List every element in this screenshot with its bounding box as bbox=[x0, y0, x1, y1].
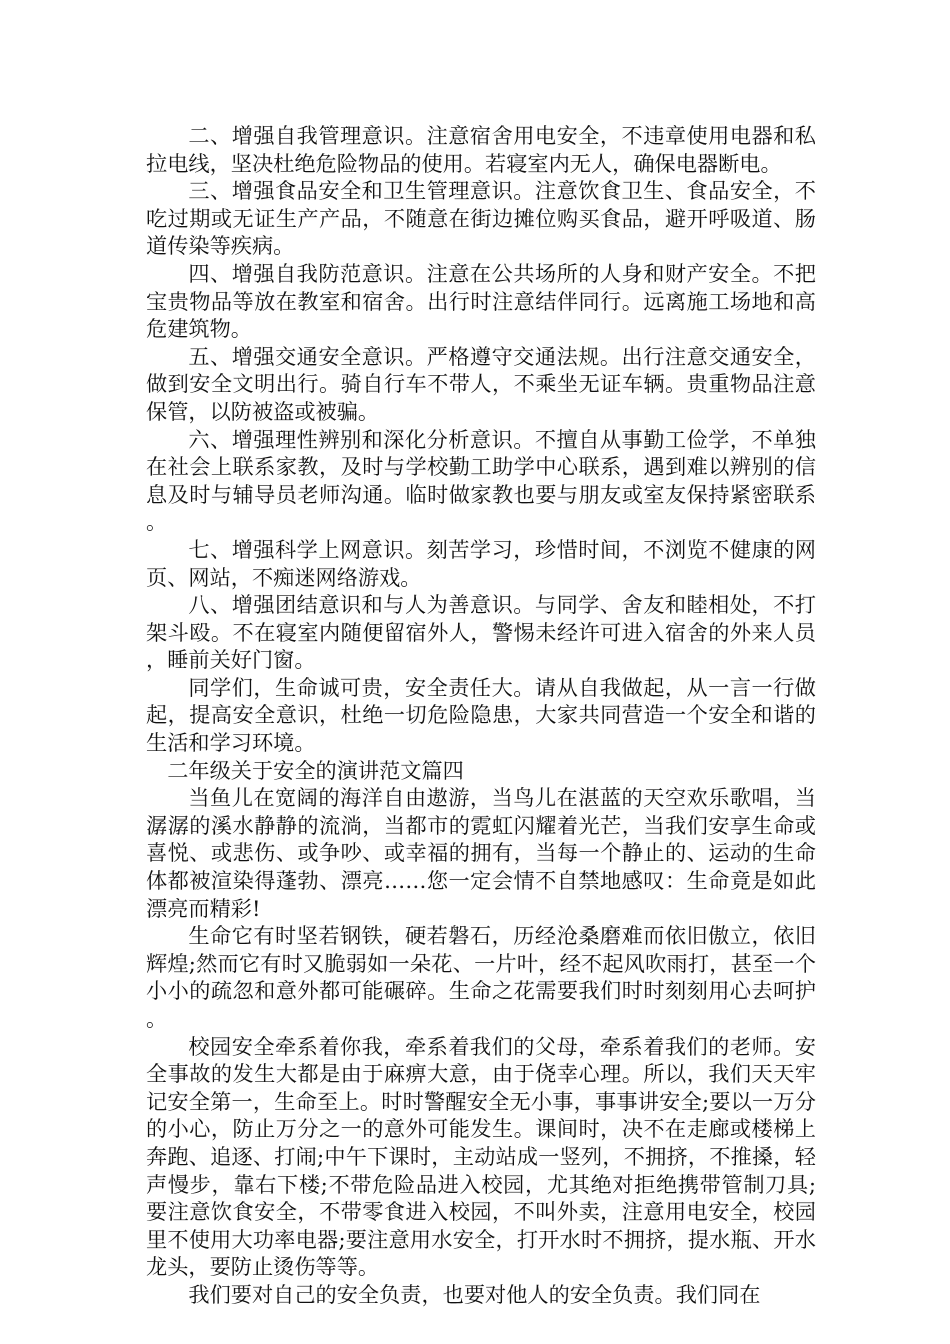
paragraph-rule-2: 二、增强自我管理意识。注意宿舍用电安全，不违章使用电器和私拉电线，坚决杜绝危险物品的使用。若寝室内无人，确保电器断电。 bbox=[146, 123, 816, 176]
paragraph-rule-4: 四、增强自我防范意识。注意在公共场所的人身和财产安全。不把宝贵物品等放在教室和宿舍。出行时注意结伴同行。远离施工场地和高危建筑物。 bbox=[146, 260, 816, 342]
paragraph-rule-8: 八、增强团结意识和与人为善意识。与同学、舍友和睦相处，不打架斗殴。不在寝室内随便留宿外人，警惕未经许可进入宿舍的外来人员，睡前关好门窗。 bbox=[146, 592, 816, 673]
paragraph-rule-6: 六、增强理性辨别和深化分析意识。不擅自从事勤工俭学，不单独在社会上联系家教，及时与学校勤工助学中心联系，遇到难以辨别的信息及时与辅导员老师沟通。临时做家教也要与朋友或室友保持紧密联系。 bbox=[146, 426, 816, 535]
paragraph-rule-3: 三、增强食品安全和卫生管理意识。注意饮食卫生、食品安全，不吃过期或无证生产产品，不随意在街边摊位购买食品，避开呼吸道、肠道传染等疾病。 bbox=[146, 178, 816, 259]
paragraph-campus-safety: 校园安全牵系着你我，牵系着我们的父母，牵系着我们的老师。安全事故的发生大都是由于麻痹大意，由于侥幸心理。所以，我们天天牢记安全第一，生命至上。时时警醒安全无小事，事事讲安全;要以一万分的小心，防止万分之一的意外可能发生。课间时，决不在走廊或楼梯上奔跑、追逐、打闹;中午下课时，主动站成一竖列，不拥挤，不推搡，轻声慢步，靠右下楼;不带危险品进入校园，尤其绝对拒绝携带管制刀具;要注意饮食安全，不带零食进入校园，不叫外卖，注意用电安全，校园里不使用大功率电器;要注意用水安全，打开水时不拥挤，提水瓶、开水龙头，要防止烫伤等等。 bbox=[146, 1033, 816, 1280]
section-heading: 二年级关于安全的演讲范文篇四 bbox=[167, 757, 464, 783]
paragraph-rule-5: 五、增强交通安全意识。严格遵守交通法规。出行注意交通安全，做到安全文明出行。骑自行车不带人，不乘坐无证车辆。贵重物品注意保管，以防被盗或被骗。 bbox=[146, 343, 816, 424]
paragraph-responsibility: 我们要对自己的安全负责，也要对他人的安全负责。我们同在 bbox=[188, 1281, 761, 1307]
paragraph-life-beauty: 当鱼儿在宽阔的海洋自由遨游，当鸟儿在湛蓝的天空欢乐歌唱，当潺潺的溪水静静的流淌，当都市的霓虹闪耀着光芒，当我们安享生命或喜悦、或悲伤、或争吵、或幸福的拥有，当每一个静止的、运动的生命体都被渲染得蓬勃、漂亮……您一定会情不自禁地感叹：生命竟是如此漂亮而精彩! bbox=[146, 785, 816, 921]
paragraph-rule-7: 七、增强科学上网意识。刻苦学习，珍惜时间，不浏览不健康的网页、网站，不痴迷网络游戏。 bbox=[146, 536, 816, 590]
document-page bbox=[146, 122, 816, 1309]
paragraph-life-fragile: 生命它有时坚若钢铁，硬若磐石，历经沧桑磨难而依旧傲立，依旧辉煌;然而它有时又脆弱如一朵花、一片叶，经不起风吹雨打，甚至一个小小的疏忽和意外都可能碾碎。生命之花需要我们时时刻刻用心去呵护。 bbox=[146, 923, 816, 1031]
paragraph-closing: 同学们，生命诚可贵，安全责任大。请从自我做起，从一言一行做起，提高安全意识，杜绝一切危险隐患，大家共同营造一个安全和谐的生活和学习环境。 bbox=[146, 674, 816, 756]
